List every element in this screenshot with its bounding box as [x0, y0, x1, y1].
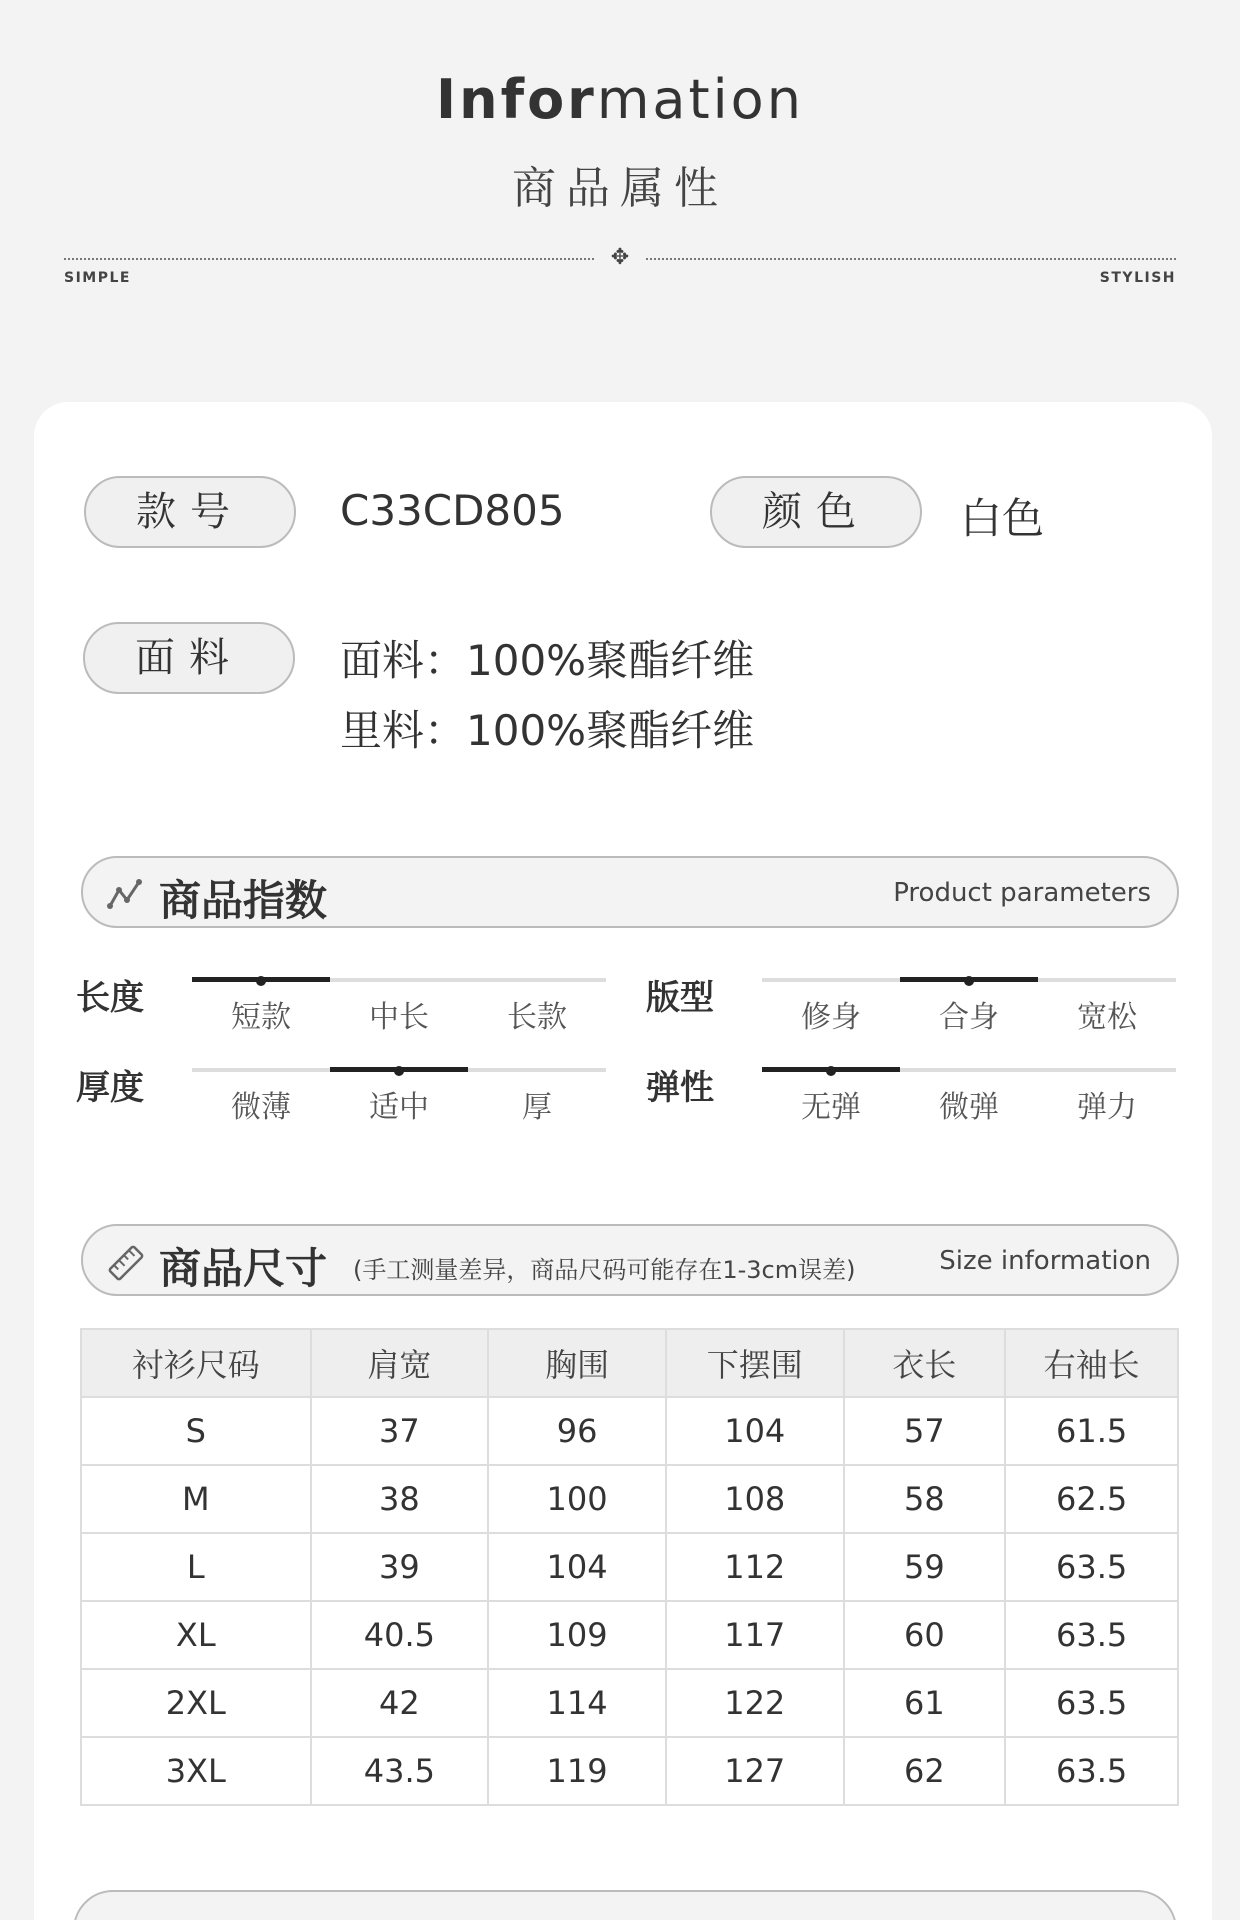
table-cell: 61.5: [1005, 1397, 1178, 1465]
size-table-header: [81, 1329, 1178, 1397]
table-cell: 59: [844, 1533, 1006, 1601]
stylish-label: STYLISH: [1099, 270, 1176, 286]
table-cell: 61: [844, 1669, 1006, 1737]
table-cell: 100: [488, 1465, 666, 1533]
title-en-bold: Infor: [436, 68, 597, 131]
color-value: 白色: [960, 494, 1045, 543]
ruler-icon: [107, 1244, 143, 1280]
table-cell: 2XL: [81, 1669, 311, 1737]
table-row: [81, 1397, 1178, 1465]
table-cell: 109: [488, 1601, 666, 1669]
param-label: 弹性: [646, 1068, 714, 1108]
product-index-title: 商品指数: [159, 876, 328, 925]
param-option: 中长: [369, 1000, 429, 1035]
param-option: 微薄: [231, 1090, 291, 1125]
param-label: 版型: [646, 978, 714, 1018]
table-cell: 114: [488, 1669, 666, 1737]
table-row: [81, 1737, 1178, 1805]
table-cell: 62.5: [1005, 1465, 1178, 1533]
table-cell: 62: [844, 1737, 1006, 1805]
fabric-pill: 面料: [83, 622, 295, 694]
table-header-cell: 右袖长: [1005, 1329, 1178, 1397]
param-option: 适中: [369, 1090, 429, 1125]
param-selected-indicator: [330, 1067, 468, 1072]
header: [0, 0, 1240, 300]
style-no-pill: 款号: [84, 476, 296, 548]
title-en-light: mation: [596, 68, 804, 131]
cross-ornament-icon: ✥: [610, 245, 630, 270]
param-option: 弹力: [1077, 1090, 1137, 1125]
table-cell: S: [81, 1397, 311, 1465]
size-info-header: [81, 1224, 1179, 1296]
table-cell: 127: [666, 1737, 844, 1805]
product-index-header: [81, 856, 1179, 928]
info-card: [34, 402, 1212, 1920]
model-info-header-partial: [73, 1890, 1177, 1920]
size-table-body: [81, 1397, 1178, 1805]
dotted-divider-right: [646, 258, 1176, 260]
table-header-cell: 胸围: [488, 1329, 666, 1397]
size-info-note: (手工测量差异，商品尺码可能存在1-3cm误差): [353, 1256, 856, 1284]
table-cell: 3XL: [81, 1737, 311, 1805]
table-cell: 58: [844, 1465, 1006, 1533]
table-cell: 96: [488, 1397, 666, 1465]
table-cell: 57: [844, 1397, 1006, 1465]
table-cell: L: [81, 1533, 311, 1601]
table-cell: 37: [311, 1397, 489, 1465]
table-cell: 63.5: [1005, 1669, 1178, 1737]
table-cell: 104: [666, 1397, 844, 1465]
table-cell: 119: [488, 1737, 666, 1805]
table-cell: 104: [488, 1533, 666, 1601]
table-cell: 42: [311, 1669, 489, 1737]
table-cell: 43.5: [311, 1737, 489, 1805]
table-header-cell: 肩宽: [311, 1329, 489, 1397]
page-title-en: [0, 68, 1240, 131]
table-header-cell: 下摆围: [666, 1329, 844, 1397]
param-option: 厚: [522, 1090, 552, 1125]
table-cell: 117: [666, 1601, 844, 1669]
param-selected-indicator: [192, 977, 330, 982]
table-row: [81, 1669, 1178, 1737]
table-header-cell: 衬衫尺码: [81, 1329, 311, 1397]
table-row: [81, 1533, 1178, 1601]
table-cell: XL: [81, 1601, 311, 1669]
fabric-line-1: 面料：100%聚酯纤维: [340, 636, 755, 685]
param-option: 长款: [507, 1000, 567, 1035]
table-cell: 39: [311, 1533, 489, 1601]
table-cell: 38: [311, 1465, 489, 1533]
table-cell: 122: [666, 1669, 844, 1737]
fabric-line-2: 里料：100%聚酯纤维: [340, 706, 755, 755]
table-cell: M: [81, 1465, 311, 1533]
param-option: 微弹: [939, 1090, 999, 1125]
param-label: 厚度: [76, 1068, 144, 1108]
table-cell: 63.5: [1005, 1533, 1178, 1601]
table-cell: 63.5: [1005, 1601, 1178, 1669]
param-option: 宽松: [1077, 1000, 1137, 1035]
color-pill: 颜色: [710, 476, 922, 548]
size-info-title: 商品尺寸: [159, 1244, 328, 1293]
dotted-divider-left: [64, 258, 594, 260]
product-index-title-en: Product parameters: [893, 878, 1151, 908]
param-option: 无弹: [801, 1090, 861, 1125]
page-title-cn: 商品属性: [512, 163, 728, 214]
param-option: 合身: [939, 1000, 999, 1035]
param-selected-indicator: [900, 977, 1038, 982]
param-option: 修身: [801, 1000, 861, 1035]
size-info-title-en: Size information: [939, 1246, 1151, 1276]
param-option: 短款: [231, 1000, 291, 1035]
table-cell: 40.5: [311, 1601, 489, 1669]
style-no-value: C33CD805: [340, 486, 565, 535]
param-label: 长度: [76, 978, 144, 1018]
table-cell: 112: [666, 1533, 844, 1601]
table-cell: 108: [666, 1465, 844, 1533]
size-table: [80, 1328, 1179, 1806]
table-row: [81, 1601, 1178, 1669]
simple-label: SIMPLE: [64, 270, 131, 286]
table-cell: 60: [844, 1601, 1006, 1669]
table-row: [81, 1465, 1178, 1533]
param-selected-indicator: [762, 1067, 900, 1072]
table-header-cell: 衣长: [844, 1329, 1006, 1397]
line-chart-icon: [107, 876, 143, 912]
table-cell: 63.5: [1005, 1737, 1178, 1805]
